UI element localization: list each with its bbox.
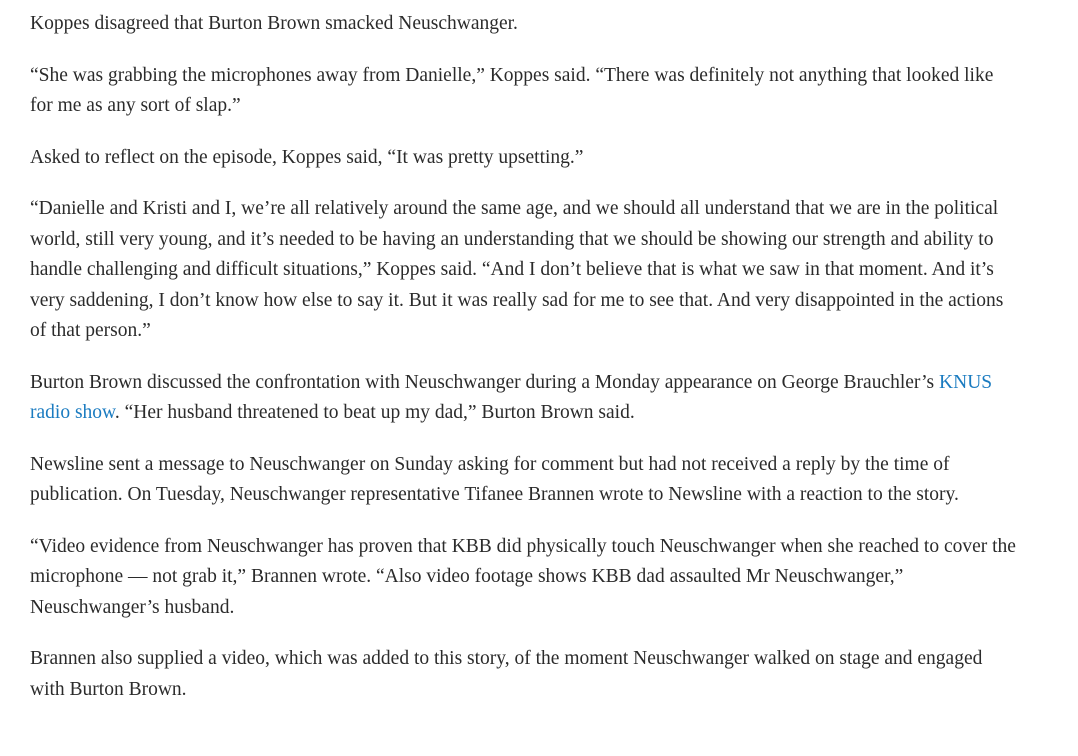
paragraph-brannen-video: Brannen also supplied a video, which was added to this story, of the moment Neuschwanger walked on stage and engaged with Burton Brown. <box>30 648 983 700</box>
paragraph-koppes-disagreed: Koppes disagreed that Burton Brown smacked Neuschwanger. <box>30 13 518 34</box>
paragraph-koppes-long-quote: “Danielle and Kristi and I, we’re all relatively around the same age, and we should all understand that we are in the political world, still very young, and it’s needed to be having an understanding that we should be showing our strength and ability to handle challenging and difficult situations,” Koppes said. “And I don’t believe that is what we saw in that moment. And it’s very saddening, I don’t know how else to say it. But it was really sad for me to see that. And very disappointed in the actions of that person.” <box>30 198 1004 341</box>
paragraph-burton-brown-radio <box>30 368 1020 429</box>
paragraph-brannen-quote: “Video evidence from Neuschwanger has proven that KBB did physically touch Neuschwanger when she reached to cover the microphone — not grab it,” Brannen wrote. “Also video footage shows KBB dad assaulted Mr Neuschwanger,” Neuschwanger’s husband. <box>30 535 1016 618</box>
paragraph-text-before-link: Burton Brown discussed the confrontation with Neuschwanger during a Monday appearance on George Brauchler’s <box>30 371 940 393</box>
paragraph-text-after-link: . “Her husband threatened to beat up my dad,” Burton Brown said. <box>114 402 635 423</box>
paragraph-koppes-upsetting: Asked to reflect on the episode, Koppes said, “It was pretty upsetting.” <box>30 146 584 168</box>
article-body <box>30 9 1020 726</box>
paragraph-koppes-microphones-quote: “She was grabbing the microphones away from Danielle,” Koppes said. “There was definitely not anything that looked like for me as any sort of slap.” <box>30 64 994 116</box>
paragraph-newsline-message: Newsline sent a message to Neuschwanger on Sunday asking for comment but had not received a reply by the time of publication. On Tuesday, Neuschwanger representative Tifanee Brannen wrote to Newsline with a reaction to the story. <box>30 453 959 505</box>
knus-radio-show-link[interactable]: KNUS radio show <box>30 371 993 423</box>
